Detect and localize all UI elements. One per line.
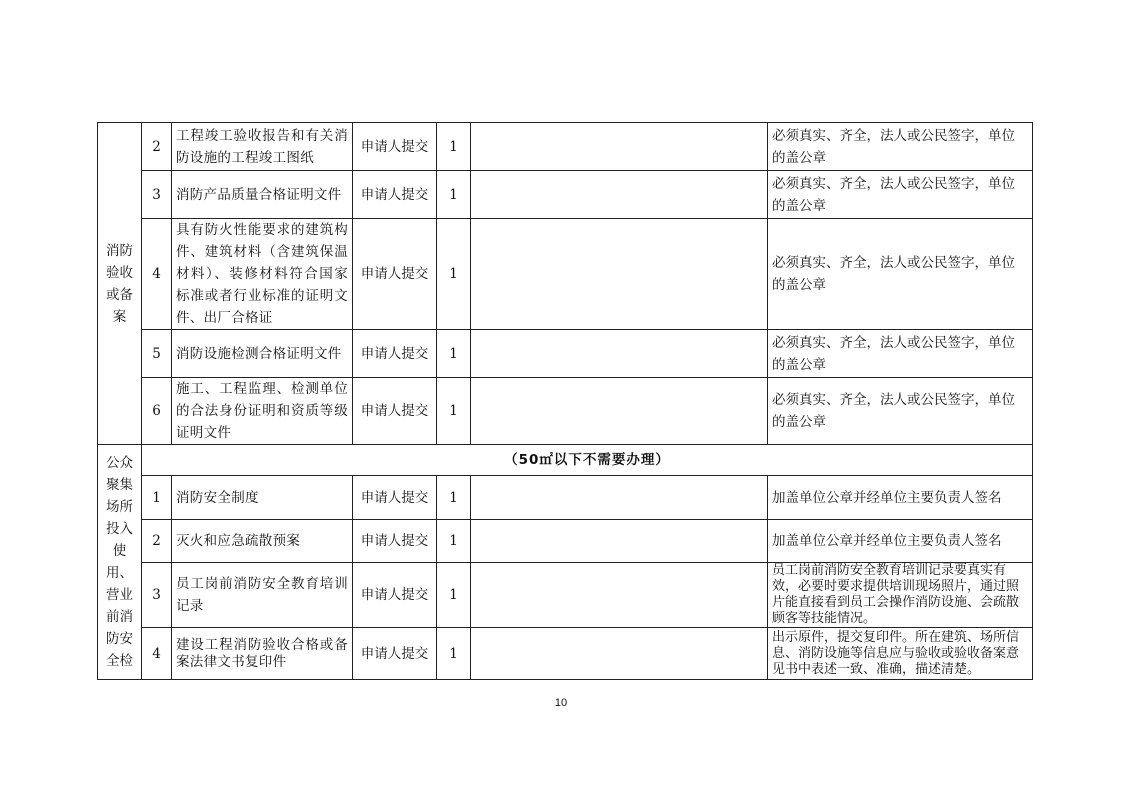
- requirement-text: 必须真实、齐全，法人或公民签字，单位的盖公章: [768, 330, 1033, 378]
- category-cell: 消防验收或备案: [98, 123, 142, 445]
- blank-cell: [471, 219, 768, 330]
- row-number: 6: [142, 378, 172, 445]
- requirement-text: 必须真实、齐全，法人或公民签字，单位的盖公章: [768, 378, 1033, 445]
- table-row: [98, 628, 1033, 680]
- submission-method: 申请人提交: [353, 123, 437, 171]
- submission-method: 申请人提交: [353, 171, 437, 219]
- copies-count: 1: [437, 171, 471, 219]
- material-name: 建设工程消防验收合格或备案法律文书复印件: [172, 628, 353, 680]
- material-name: 施工、工程监理、检测单位的合法身份证明和资质等级证明文件: [172, 378, 353, 445]
- requirement-text: 加盖单位公章并经单位主要负责人签名: [768, 520, 1033, 563]
- material-name: 具有防火性能要求的建筑构件、建筑材料（含建筑保温材料）、装修材料符合国家标准或者行业标准的证明文件、出厂合格证: [172, 219, 353, 330]
- copies-count: 1: [437, 378, 471, 445]
- submission-method: 申请人提交: [353, 520, 437, 563]
- table-row: [98, 563, 1033, 628]
- row-number: 2: [142, 123, 172, 171]
- requirement-text: 加盖单位公章并经单位主要负责人签名: [768, 476, 1033, 520]
- row-number: 3: [142, 171, 172, 219]
- blank-cell: [471, 378, 768, 445]
- row-number: 4: [142, 628, 172, 680]
- row-number: 3: [142, 563, 172, 628]
- row-number: 2: [142, 520, 172, 563]
- category-cell: 公众聚集场所投入使用、营业前消防安全检: [98, 445, 142, 680]
- copies-count: 1: [437, 123, 471, 171]
- requirement-text: 必须真实、齐全，法人或公民签字，单位的盖公章: [768, 123, 1033, 171]
- copies-count: 1: [437, 628, 471, 680]
- copies-count: 1: [437, 330, 471, 378]
- table-row: [98, 520, 1033, 563]
- table-row: [98, 378, 1033, 445]
- submission-method: 申请人提交: [353, 219, 437, 330]
- blank-cell: [471, 123, 768, 171]
- row-number: 5: [142, 330, 172, 378]
- table-row: [98, 219, 1033, 330]
- material-name: 消防设施检测合格证明文件: [172, 330, 353, 378]
- submission-method: 申请人提交: [353, 563, 437, 628]
- blank-cell: [471, 628, 768, 680]
- banner-row: [98, 445, 1033, 476]
- requirement-text: 必须真实、齐全，法人或公民签字，单位的盖公章: [768, 219, 1033, 330]
- requirement-text: 必须真实、齐全，法人或公民签字，单位的盖公章: [768, 171, 1033, 219]
- requirement-text: 员工岗前消防安全教育培训记录要真实有效，必要时要求提供培训现场照片，通过照片能直接看到员工会操作消防设施、会疏散顾客等技能情况。: [768, 563, 1033, 628]
- requirement-text: 出示原件，提交复印件。所在建筑、场所信息、消防设施等信息应与验收或验收备案意见书中表述一致、准确，描述清楚。: [768, 628, 1033, 680]
- blank-cell: [471, 330, 768, 378]
- blank-cell: [471, 563, 768, 628]
- copies-count: 1: [437, 520, 471, 563]
- submission-method: 申请人提交: [353, 378, 437, 445]
- copies-count: 1: [437, 563, 471, 628]
- table-row: [98, 476, 1033, 520]
- blank-cell: [471, 171, 768, 219]
- material-name: 消防安全制度: [172, 476, 353, 520]
- blank-cell: [471, 476, 768, 520]
- row-number: 4: [142, 219, 172, 330]
- copies-count: 1: [437, 476, 471, 520]
- submission-method: 申请人提交: [353, 628, 437, 680]
- table-row: [98, 171, 1033, 219]
- table-row: [98, 330, 1033, 378]
- row-number: 1: [142, 476, 172, 520]
- submission-method: 申请人提交: [353, 476, 437, 520]
- material-name: 消防产品质量合格证明文件: [172, 171, 353, 219]
- material-name: 员工岗前消防安全教育培训记录: [172, 563, 353, 628]
- page-number: 10: [554, 697, 568, 709]
- blank-cell: [471, 520, 768, 563]
- copies-count: 1: [437, 219, 471, 330]
- material-name: 工程竣工验收报告和有关消防设施的工程竣工图纸: [172, 123, 353, 171]
- table-row: [98, 123, 1033, 171]
- material-name: 灭火和应急疏散预案: [172, 520, 353, 563]
- exemption-note: （50㎡以下不需要办理）: [142, 445, 1033, 476]
- requirements-table: [97, 122, 1033, 680]
- submission-method: 申请人提交: [353, 330, 437, 378]
